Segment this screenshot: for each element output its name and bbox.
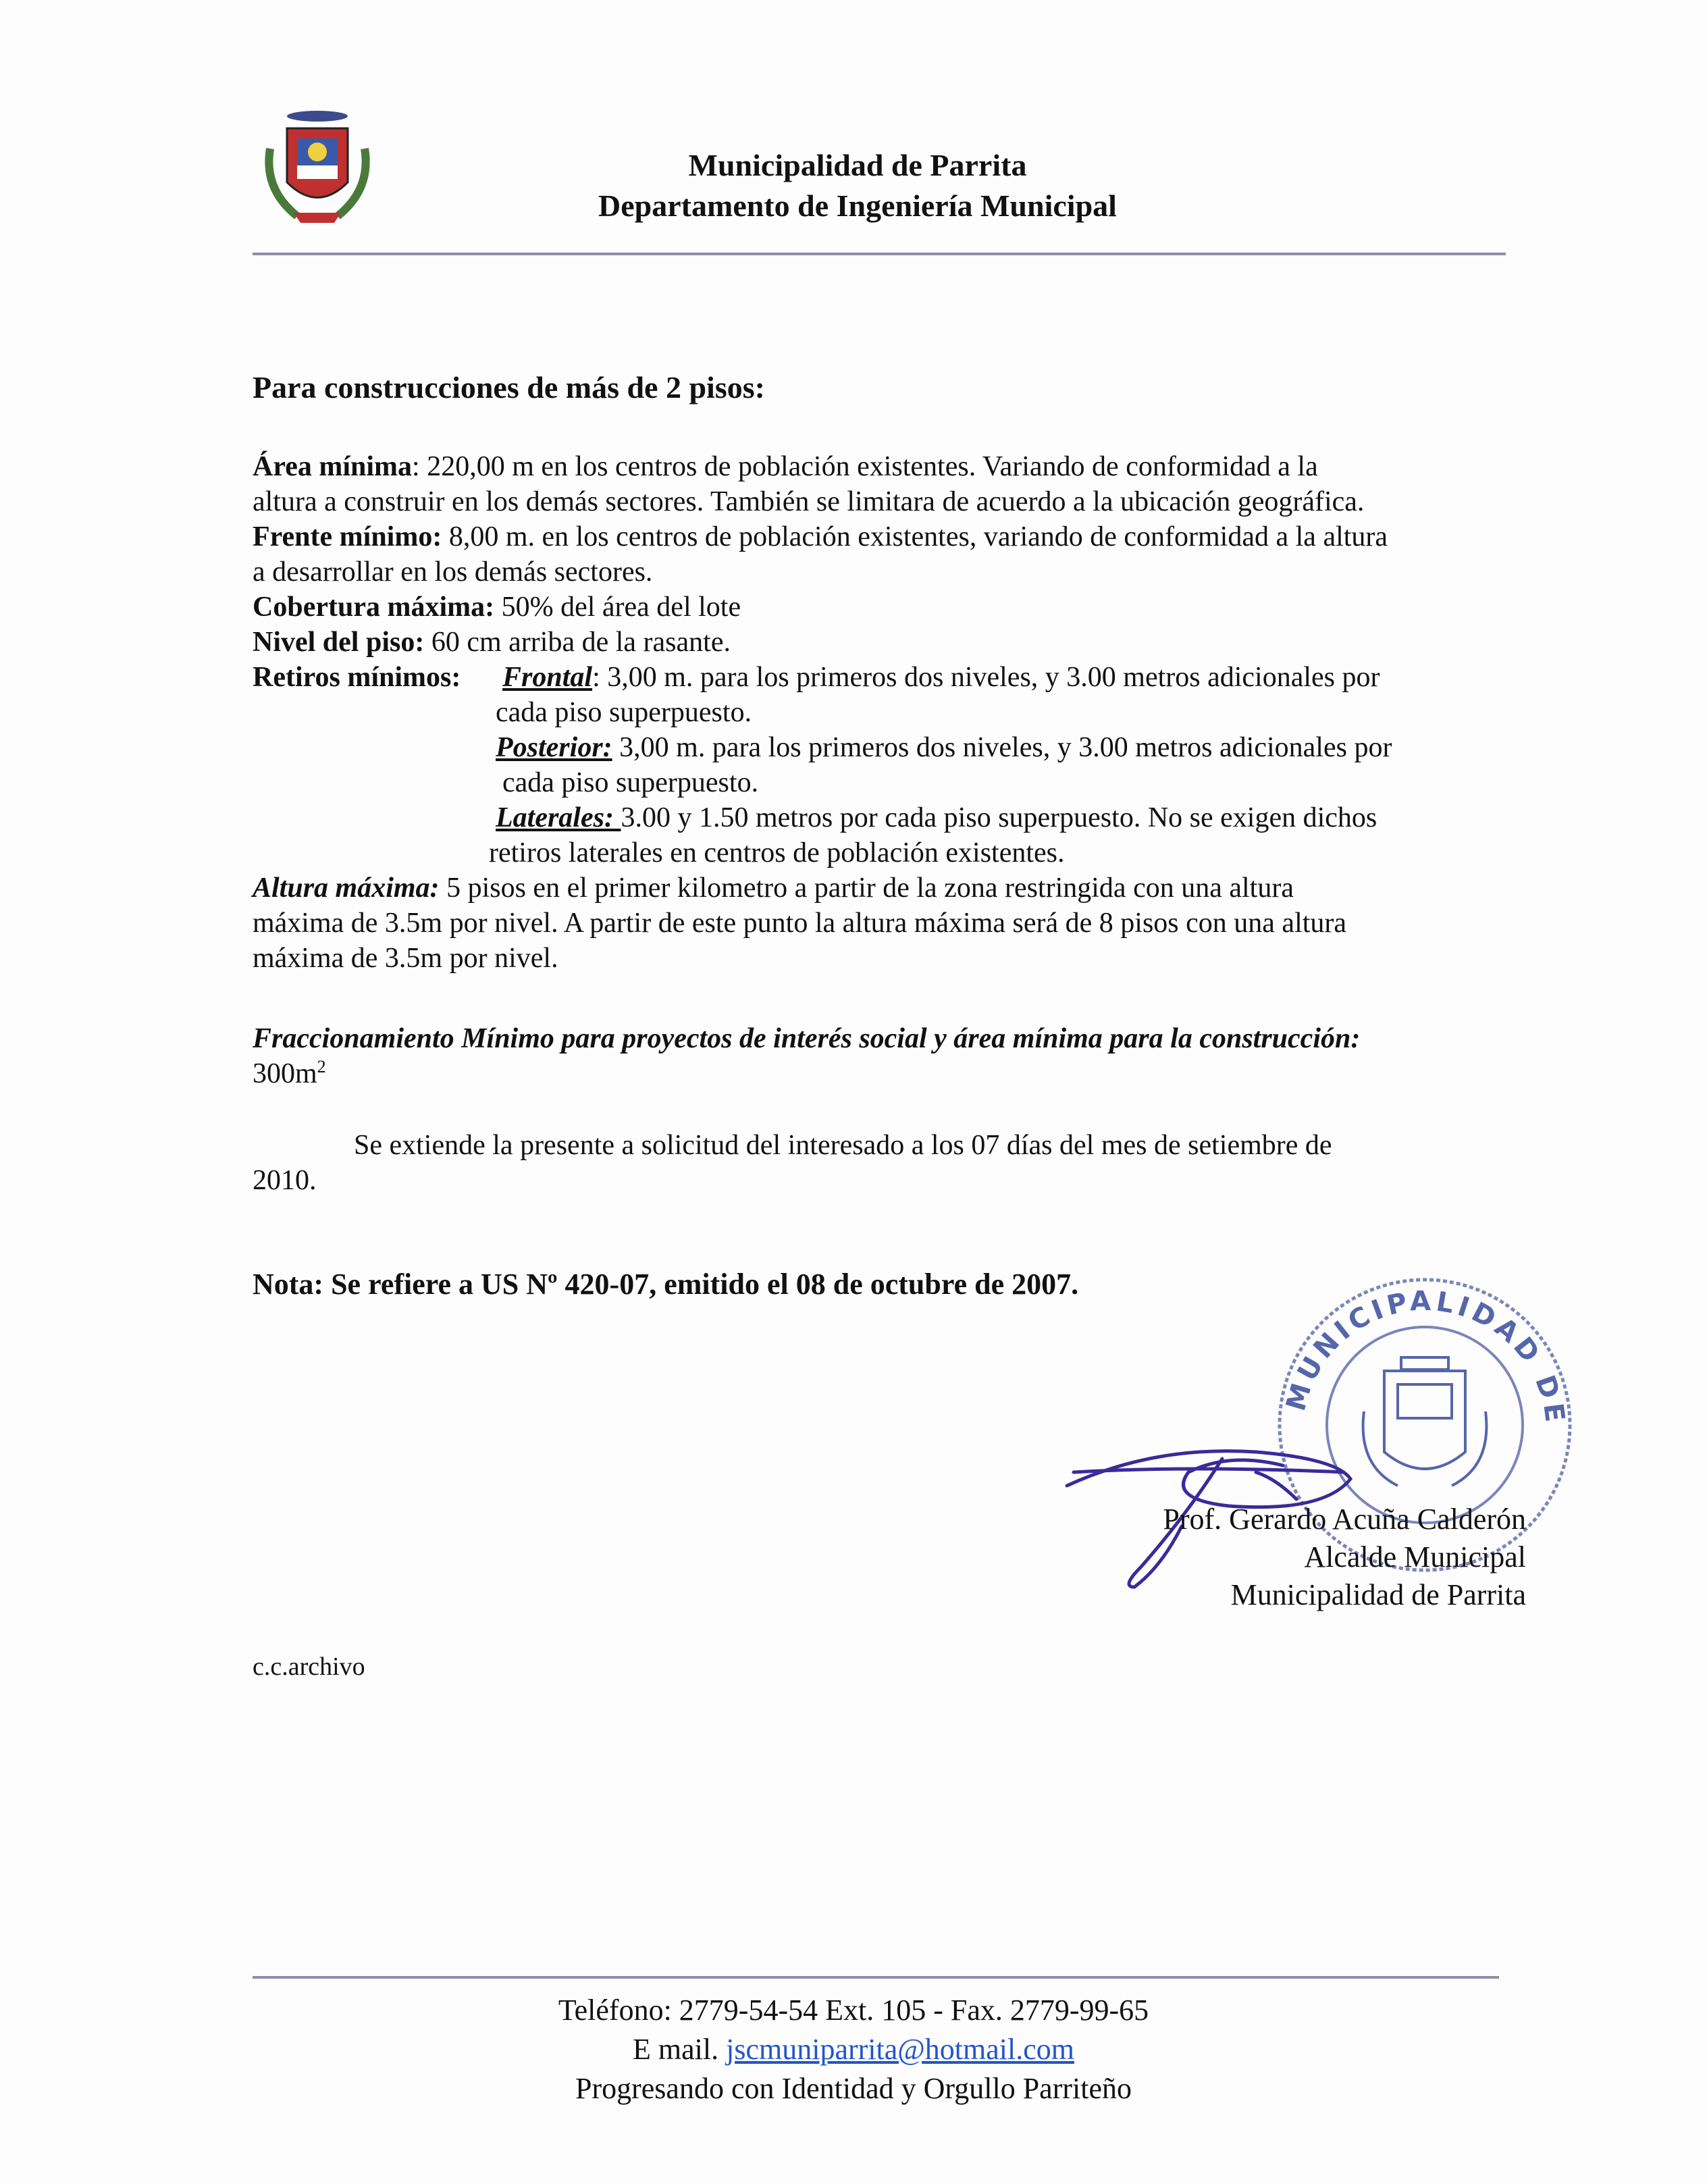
nivel-line: Nivel del piso: 60 cm arriba de la rasante. [253, 627, 731, 658]
footer-phone: Teléfono: 2779-54-54 Ext. 105 - Fax. 2779-99-65 [558, 1994, 1149, 2027]
footer-email-line [0, 2030, 1707, 2069]
frente-line: Frente mínimo: 8,00 m. en los centros de población existentes, variando de conformidad a la altura [253, 521, 1388, 552]
altura-line: Altura máxima: 5 pisos en el primer kilometro a partir de la zona restringida con una altura [253, 873, 1294, 904]
laterales-line-2: retiros laterales en centros de población existentes. [489, 837, 1065, 868]
signatory-name: Prof. Gerardo Acuña Calderón [1163, 1503, 1526, 1536]
area-line: Área mínima: 220,00 m en los centros de población existentes. Variando de conformidad a la [253, 451, 1318, 482]
posterior-line-2: cada piso superpuesto. [502, 767, 759, 798]
footer-email-link[interactable]: jscmuniparrita@hotmail.com [726, 2033, 1074, 2066]
header-org: Municipalidad de Parrita [688, 148, 1027, 182]
fraccionamiento-label: Fraccionamiento Mínimo para proyectos de interés social y área mínima para la construcción: [253, 1023, 1361, 1054]
posterior-line: Posterior: 3,00 m. para los primeros dos niveles, y 3.00 metros adicionales por [496, 732, 1392, 763]
closing-line-2: 2010. [253, 1165, 317, 1196]
area-line-2: altura a construir en los demás sectores. También se limitara de acuerdo a la ubicación geográfica. [253, 486, 1365, 517]
footer-motto: Progresando con Identidad y Orgullo Parriteño [575, 2072, 1132, 2105]
closing-line-1: Se extiende la presente a solicitud del interesado a los 07 días del mes de setiembre de [354, 1130, 1332, 1161]
header-department: Departamento de Ingeniería Municipal [598, 188, 1117, 223]
signatory-title: Alcalde Municipal [1304, 1540, 1526, 1574]
signatory-org: Municipalidad de Parrita [1230, 1578, 1526, 1611]
frontal-line-2: cada piso superpuesto. [496, 697, 752, 728]
altura-line-3: máxima de 3.5m por nivel. [253, 943, 558, 974]
signature-block [1053, 1501, 1526, 1614]
section-title: Para construcciones de más de 2 pisos: [253, 370, 765, 405]
cobertura-line: Cobertura máxima: 50% del área del lote [253, 592, 741, 623]
footer-divider [253, 1976, 1499, 1979]
footer-email-prefix: E mail. [633, 2033, 727, 2066]
fraccionamiento [253, 1021, 1535, 1091]
svg-text:MUNICIPALIDAD DE PARRITA [1263, 1263, 1571, 1428]
frontal-line: Retiros mínimos: Frontal: 3,00 m. para los primeros dos niveles, y 3.00 metros adicionales por [253, 662, 1380, 693]
laterales-line: Laterales: 3.00 y 1.50 metros por cada piso superpuesto. No se exigen dichos [496, 802, 1377, 833]
altura-line-2: máxima de 3.5m por nivel. A partir de este punto la altura máxima será de 8 pisos con una altura [253, 908, 1347, 939]
frente-line-2: a desarrollar en los demás sectores. [253, 556, 653, 588]
requirements [253, 449, 1506, 976]
header-divider [253, 253, 1506, 255]
fraccionamiento-value: $300m^2$ [253, 1057, 326, 1089]
stamp-ring-text: MUNICIPALIDAD DE [1280, 1285, 1571, 1428]
cc-note: c.c.archivo [253, 1653, 365, 1681]
nota: Nota: Se refiere a US Nº 420-07, emitido el 08 de octubre de 2007. [253, 1268, 1079, 1301]
closing-paragraph [253, 1128, 1535, 1198]
